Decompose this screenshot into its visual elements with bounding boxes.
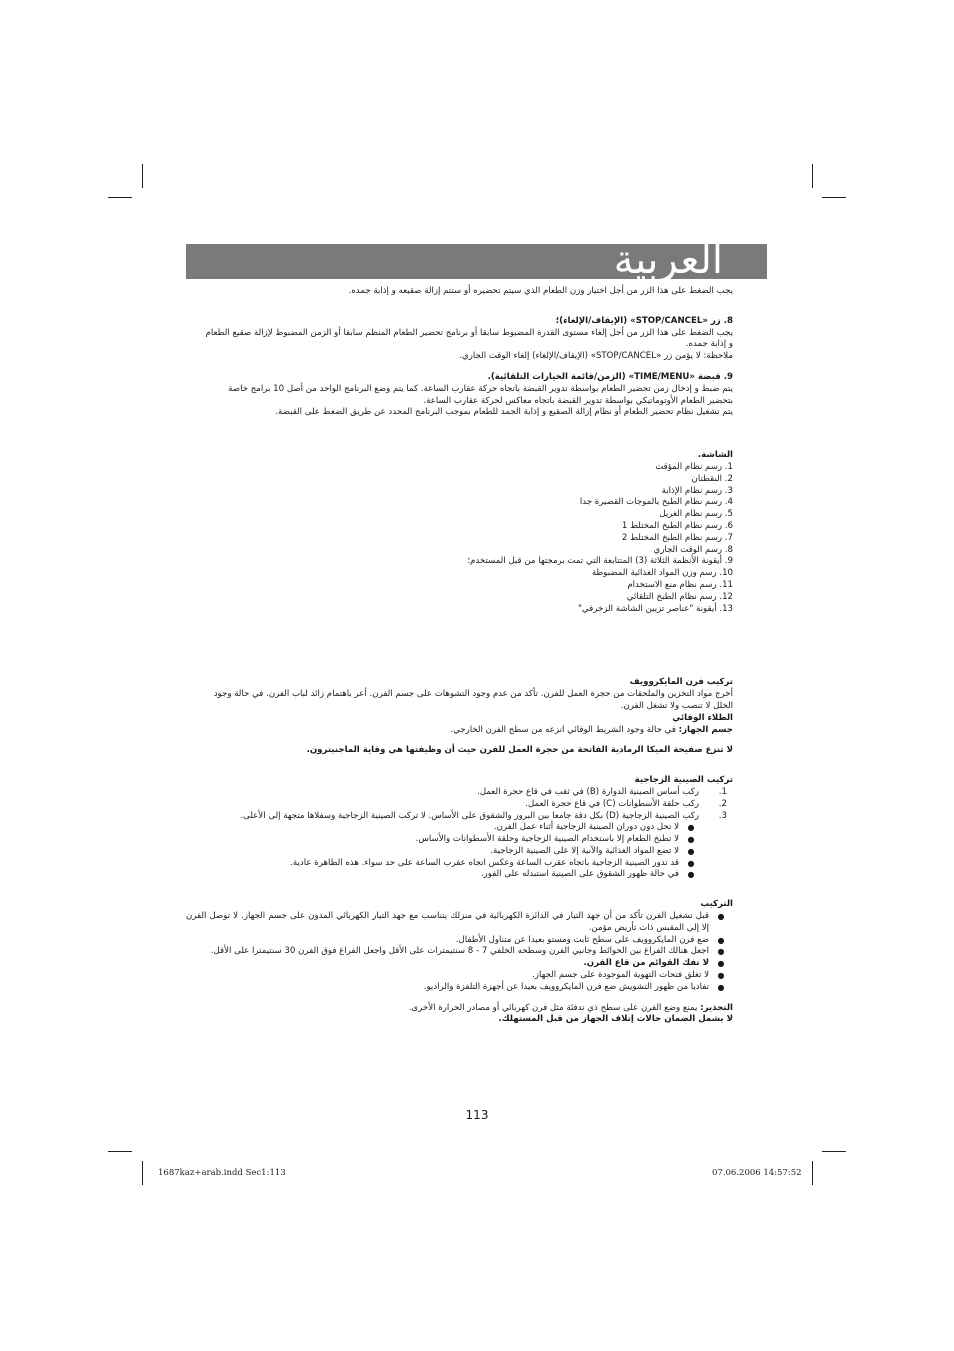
section-time-menu bbox=[186, 372, 733, 419]
install-line1: أخرج مواد التخزين والملحقات من حجرة العمل للفرن. تأكد من عدم وجود التشوهات على جسم الفرن. أعر باهتمام زائد لباب الفرن. في حالة وجود bbox=[213, 689, 733, 700]
list-item: 9. أيقونة الأنظمة الثلاثة (3) المتتابعة التي تمت برمجتها من قبل المستخدم؛ bbox=[467, 556, 733, 567]
mica-warning: لا تنزع صفيحة الميكا الرمادية الفاتحة من حجرة العمل للفرن حيث أن وظيفتها هي وقاية الماجنيترون. bbox=[306, 745, 733, 756]
tray-bullets bbox=[186, 822, 733, 881]
guarantee-note: لا يشمل الضمان حالات إتلاف الجهاز من قبل المستهلك. bbox=[498, 1014, 733, 1025]
page-number: 113 bbox=[465, 1108, 489, 1122]
language-banner bbox=[186, 237, 767, 283]
list-item: ● لا تفك القوائم من قاع الفرن. bbox=[186, 958, 733, 970]
list-item: 1. ركب أساس الصينية الدوارة (B) في ثقب في قاع حجرة العمل. bbox=[477, 786, 727, 797]
crop-mark-bottom-right-v bbox=[812, 1161, 813, 1185]
list-item: 10. رسم وزن المواد الغذائية المضبوطة bbox=[591, 568, 733, 579]
list-item: 5. رسم نظام الغريل bbox=[659, 509, 733, 520]
stop-cancel-line2: و إذابة جمده. bbox=[685, 339, 733, 350]
bullet-icon: ● bbox=[717, 947, 725, 957]
list-item: ● ضع فرن المايكروويف على سطح ثابت ومستو بعيدا عن متناول الأطفال. bbox=[186, 935, 733, 947]
install-heading: تركيب فرن المايكروويف bbox=[629, 677, 733, 688]
bullet-icon: ● bbox=[717, 982, 725, 992]
time-menu-line3: يتم تشغيل نظام تحضير الطعام أو نظام إزالة الصقيع و إذابة الجمد للطعام بموجب البرنامج المحدد عن طريق الضغط على القبضة. bbox=[275, 407, 733, 418]
bullet-icon: ● bbox=[687, 870, 695, 880]
list-item: 4. رسم نظام الطبخ بالموجات القصيرة جدا bbox=[579, 497, 733, 508]
list-item: ● لا تضع المواد الغذائية والآنية إلا على الصينية الزجاجية. bbox=[186, 846, 703, 858]
list-item: 7. رسم نظام الطبخ المختلط 2 bbox=[621, 532, 733, 543]
crop-mark-top-left-v bbox=[142, 164, 143, 188]
banner-title: العربية bbox=[613, 237, 723, 283]
list-item: ● لا تغلق فتحات التهوية الموجودة على جسم الجهاز. bbox=[186, 970, 733, 982]
stop-cancel-note: ملاحظة: لا يؤمن زر «STOP/CANCEL» (الإيقاف/الإلغاء) إلغاء الوقت الجاري. bbox=[459, 351, 733, 362]
bullet-icon: ● bbox=[687, 858, 695, 868]
intro-text: يجب الضغط على هذا الزر من أجل اختيار وزن الطعام الذي سيتم تحضيره أو ستتم إزالة صقيعه و إذابة جمده. bbox=[348, 286, 733, 296]
setup-bullets bbox=[186, 911, 733, 994]
list-item: ● لا تطبخ الطعام إلا باستخدام الصينية الزجاجية وحلقة الأسطوانات والأساس. bbox=[186, 834, 703, 846]
bullet-icon: ● bbox=[687, 846, 695, 856]
section-setup bbox=[186, 899, 733, 1026]
display-heading: الشاشة. bbox=[697, 450, 733, 461]
crop-mark-bottom-right-h bbox=[822, 1151, 846, 1152]
time-menu-line2: بتحضير الطعام الأوتوماتيكي بواسطة تدوير القبضة باتجاه معاكس لحركة عقارب الساعة. bbox=[423, 395, 733, 406]
bullet-icon: ● bbox=[717, 971, 725, 981]
stop-cancel-heading: 8. زر «STOP/CANCEL» (الإيقاف/الإلغاء)؛ bbox=[555, 315, 733, 326]
warning-body: يمنع وضع الفرن على سطح ذي تدفئة مثل فرن كهربائي أو مصادر الحرارة الأخرى. bbox=[408, 1002, 701, 1013]
list-item: ● قبل تشغيل الفرن تأكد من أن جهد التيار في الدائرة الكهربائية في منزلك يتناسب مع جهد التيار الكهربائي المدون على جسم الجهاز. لا توصل الفرن إلا إلى المقبس ذات تأريض مؤمن. bbox=[186, 911, 733, 935]
setup-heading: التركيب bbox=[700, 899, 733, 910]
stop-cancel-line1: يجب الضغط على هذا الزر من أجل إلغاء مستوى القدرة المضبوط سابقا أو برنامج تحضير الطعام المنظم سابقا أو الزمن المضبوط لإزالة صقيع الطعام bbox=[205, 327, 733, 338]
footer-timestamp: 07.06.2006 14:57:52 bbox=[712, 1168, 802, 1178]
list-item: 11. رسم نظام منع الاستخدام bbox=[627, 579, 733, 590]
time-menu-heading: 9. قبضة «TIME/MENU» (الزمن/قائمة الخيارات التلقائية). bbox=[487, 371, 733, 382]
bullet-icon: ● bbox=[687, 823, 695, 833]
list-item: 8. رسم الوقت الجاري bbox=[653, 544, 733, 555]
section-stop-cancel bbox=[186, 316, 733, 363]
crop-mark-top-right-v bbox=[812, 164, 813, 188]
install-line2: الخلل لا تنصب ولا تشغل الفرن. bbox=[620, 700, 733, 711]
bullet-icon: ● bbox=[687, 835, 695, 845]
list-item: ● تفاديا من ظهور التشويش ضع فرن المايكروويف بعيدا عن أجهزة التلفزة والراديو. bbox=[186, 982, 733, 994]
coating-body: في حالة وجود الشريط الوقائي انزعه من سطح الفرن الخارجي. bbox=[450, 724, 679, 735]
page-content bbox=[186, 286, 733, 1026]
display-list bbox=[186, 462, 733, 615]
list-item: 2. ركب حلقة الأسطوانات (C) في قاع حجرة العمل. bbox=[525, 798, 727, 809]
list-item: 3. رسم نظام الإذابة bbox=[661, 485, 733, 496]
bullet-icon: ● bbox=[717, 959, 725, 969]
tray-steps bbox=[186, 787, 733, 822]
tray-heading: تركيب الصينية الزجاجية bbox=[634, 775, 733, 786]
crop-mark-bottom-left-v bbox=[142, 1161, 143, 1185]
time-menu-line1: يتم ضبط و إدخال زمن تحضير الطعام بواسطة تدوير القبضة باتجاه حركة عقارب الساعة. كما يتم وضع البرنامج الواحد من أصل 10 برامج خاصة bbox=[228, 383, 733, 394]
list-item: 12. رسم نظام الطبخ التلقائي bbox=[626, 591, 733, 602]
list-item: 3. ركب الصينية الزجاجية (D) بكل دقة جامعا بين البروز والشقوق على الأساس. لا تركب الصينية الزجاجية وسفلاها متجهة إلى الأعلى. bbox=[240, 810, 727, 821]
warning-label: التحذير: bbox=[700, 1002, 733, 1013]
list-item: 6. رسم نظام الطبخ المختلط 1 bbox=[621, 520, 733, 531]
footer-file-info: 1687kaz+arab.indd Sec1:113 bbox=[158, 1168, 286, 1178]
coating-label: جسم الجهاز: bbox=[678, 724, 733, 735]
crop-mark-bottom-left-h bbox=[108, 1151, 132, 1152]
list-item: ● قد تدور الصينية الزجاجية باتجاه عقرب الساعة وعكس اتجاه عقرب الساعة على حد سواء. هذه الظاهرة عادية. bbox=[186, 858, 703, 870]
bullet-icon: ● bbox=[717, 912, 725, 922]
list-item: 1. رسم نظام المؤقت bbox=[655, 461, 733, 472]
coating-heading: الطلاء الوقائي bbox=[672, 712, 733, 723]
coating-text bbox=[186, 725, 733, 737]
heat-warning bbox=[186, 1003, 733, 1015]
crop-mark-top-left-h bbox=[108, 197, 132, 198]
list-item: ● في حالة ظهور الشقوق على الصينية استبدله على الفور. bbox=[186, 869, 703, 881]
section-glass-tray bbox=[186, 775, 733, 881]
list-item: 2. النقطتان bbox=[691, 473, 733, 484]
list-item: ● لا تحل دون دوران الصينية الزجاجية أثناء عمل الفرن. bbox=[186, 822, 703, 834]
section-display bbox=[186, 450, 733, 615]
bullet-icon: ● bbox=[717, 935, 725, 945]
section-install bbox=[186, 677, 733, 757]
list-item: ● اجعل هنالك الفراغ بين الحوائط وجانبي الفرن وسطحه الخلفي 7 - 8 سنتيمترات على الأقل واجعل الفراغ فوق الفرن 30 سنتيمترا على الأقل. bbox=[186, 946, 733, 958]
list-item: 13. أيقونة "عناصر تزيين الشاشة الزخرفي" bbox=[577, 603, 733, 614]
crop-mark-top-right-h bbox=[822, 197, 846, 198]
